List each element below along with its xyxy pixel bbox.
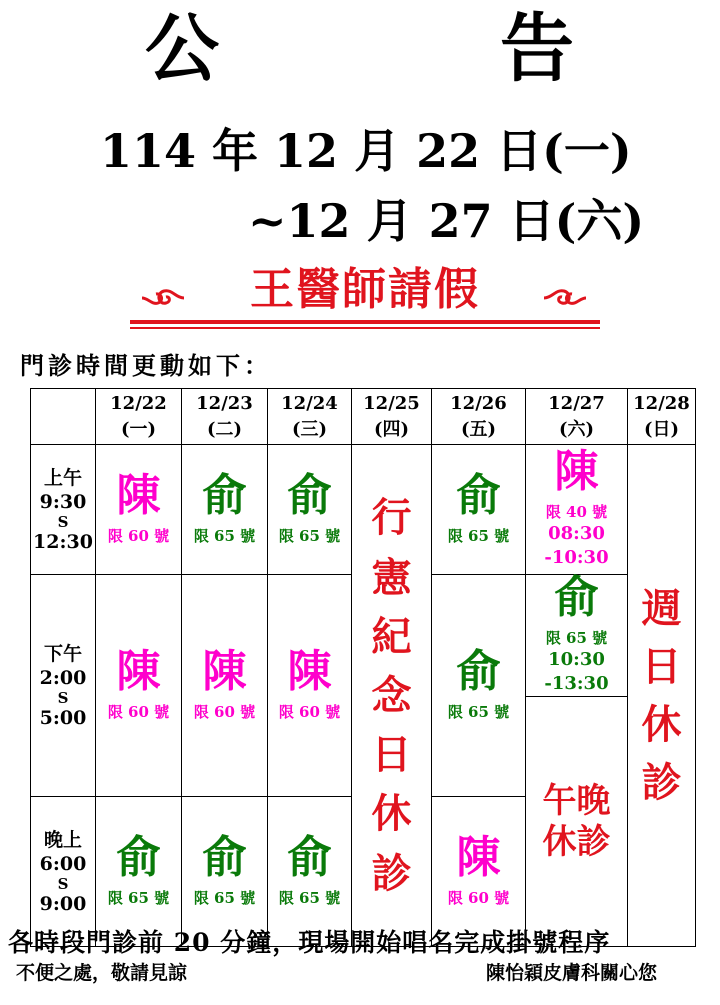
day-weekday: (日) [643, 418, 680, 440]
doctor-name: 俞 [456, 469, 501, 521]
time-start: 10:30 [548, 649, 605, 671]
slot-morning [31, 445, 96, 575]
slot-afternoon [31, 575, 96, 797]
slot-start: 2:00 [39, 666, 87, 689]
doctor-name: 俞 [202, 832, 247, 884]
slot-sep: S [57, 874, 69, 893]
time-end: -10:30 [544, 547, 609, 569]
quota-limit: 限 65 號 [193, 527, 256, 546]
day-date: 12/22 [110, 392, 167, 414]
doctor-name: 俞 [456, 646, 501, 697]
cell-1226-evening [432, 797, 526, 947]
quota-limit: 限 65 號 [107, 889, 170, 908]
quota-limit: 限 65 號 [193, 889, 256, 908]
holiday-char: 念 [371, 672, 412, 719]
cell-1226-afternoon [432, 575, 526, 797]
sunday-char: 日 [641, 642, 682, 690]
date-range-line1: 114 年 12 月 22 日(一) [100, 124, 632, 178]
header-day-1227 [526, 389, 628, 445]
holiday-char: 休 [371, 790, 412, 838]
leave-underline-top [130, 320, 600, 324]
time-end: -13:30 [544, 673, 609, 695]
header-day-1224 [268, 389, 352, 445]
doctor-name: 陳 [116, 646, 161, 697]
header-row [31, 389, 696, 445]
leave-underline-bottom [130, 327, 600, 329]
quota-limit: 限 65 號 [278, 889, 341, 908]
cell-1222-evening [96, 797, 182, 947]
sunday-char: 週 [641, 584, 682, 632]
cell-1224-morning [268, 445, 352, 575]
doctor-name: 陳 [456, 832, 501, 884]
doctor-name: 陳 [287, 646, 332, 697]
doctor-name: 陳 [202, 646, 247, 697]
slot-name: 下午 [43, 642, 82, 665]
leave-notice-block [130, 262, 600, 332]
schedule-intro: 門診時間更動如下： [20, 351, 272, 380]
quota-limit: 限 60 號 [193, 703, 256, 722]
doctor-name: 俞 [554, 572, 599, 623]
header-day-1226 [432, 389, 526, 445]
quota-limit: 限 65 號 [447, 703, 510, 722]
cell-1223-evening [182, 797, 268, 947]
doctor-name: 俞 [116, 832, 161, 884]
sat-closed-line1: 午晚 [542, 780, 611, 821]
day-date: 12/26 [450, 392, 507, 414]
cell-1223-morning [182, 445, 268, 575]
slot-sep: S [57, 688, 69, 707]
footer-notice: 各時段門診前 20 分鐘，現場開始唱名完成掛號程序 [8, 928, 611, 957]
quota-limit: 限 60 號 [107, 527, 170, 546]
day-weekday: (五) [460, 418, 497, 440]
day-date: 12/27 [548, 392, 605, 414]
doctor-name: 陳 [554, 445, 599, 497]
day-date: 12/28 [633, 392, 690, 414]
cell-1224-evening [268, 797, 352, 947]
footer-apology: 不便之處，敬請見諒 [16, 962, 188, 984]
slot-end: 12:30 [33, 530, 93, 553]
day-date: 12/23 [196, 392, 253, 414]
holiday-char: 憲 [371, 553, 412, 601]
schedule-table [30, 388, 696, 947]
header-day-1223 [182, 389, 268, 445]
holiday-char: 診 [371, 849, 412, 897]
cell-1226-morning [432, 445, 526, 575]
date-range-line2: ~12 月 27 日(六) [248, 194, 645, 248]
holiday-char: 行 [371, 494, 412, 542]
cell-1227-afternoon [526, 572, 628, 697]
quota-limit: 限 65 號 [447, 527, 510, 546]
footer-signature: 陳怡穎皮膚科關心您 [486, 962, 658, 984]
quota-limit: 限 60 號 [107, 703, 170, 722]
slot-end: 9:00 [39, 892, 87, 915]
header-day-1222 [96, 389, 182, 445]
cell-1223-afternoon [182, 575, 268, 797]
day-weekday: (四) [373, 418, 410, 440]
title-char-2: 告 [500, 6, 574, 92]
slot-start: 6:00 [39, 852, 87, 875]
header-corner [31, 389, 96, 445]
slot-name: 晚上 [43, 828, 82, 851]
slot-name: 上午 [43, 466, 82, 489]
slot-start: 9:30 [39, 490, 87, 513]
day-weekday: (一) [120, 418, 157, 440]
cell-1228-closed [628, 445, 696, 947]
cell-1227-closed [526, 697, 628, 947]
morning-row [31, 445, 696, 510]
cell-1225-holiday [352, 445, 432, 947]
quota-limit: 限 65 號 [278, 527, 341, 546]
cell-1222-afternoon [96, 575, 182, 797]
holiday-char: 紀 [371, 612, 412, 660]
slot-sep: S [57, 512, 69, 531]
quota-limit: 限 40 號 [545, 503, 608, 522]
slot-end: 5:00 [39, 706, 87, 729]
doctor-name: 俞 [287, 832, 332, 884]
cell-1222-morning [96, 445, 182, 575]
leave-notice: 王醫師請假 [250, 264, 480, 315]
time-start: 08:30 [548, 523, 605, 545]
quota-limit: 限 60 號 [278, 703, 341, 722]
sat-closed-line2: 休診 [542, 821, 611, 862]
doctor-name: 陳 [116, 469, 161, 521]
doctor-name: 俞 [202, 469, 247, 521]
holiday-char: 日 [371, 731, 412, 779]
cell-1224-afternoon [268, 575, 352, 797]
header-day-1225 [352, 389, 432, 445]
quota-limit: 限 60 號 [447, 889, 510, 908]
doctor-name: 俞 [287, 469, 332, 521]
cell-1227-morning [526, 445, 628, 575]
day-date: 12/24 [281, 392, 338, 414]
sunday-char: 診 [641, 758, 682, 806]
day-weekday: (六) [558, 418, 595, 440]
day-weekday: (二) [206, 418, 243, 440]
title-char-1: 公 [145, 6, 219, 92]
quota-limit: 限 65 號 [545, 629, 608, 648]
sunday-char: 休 [641, 700, 682, 748]
slot-evening [31, 797, 96, 947]
day-date: 12/25 [363, 392, 420, 414]
day-weekday: (三) [291, 418, 328, 440]
header-day-1228 [628, 389, 696, 445]
